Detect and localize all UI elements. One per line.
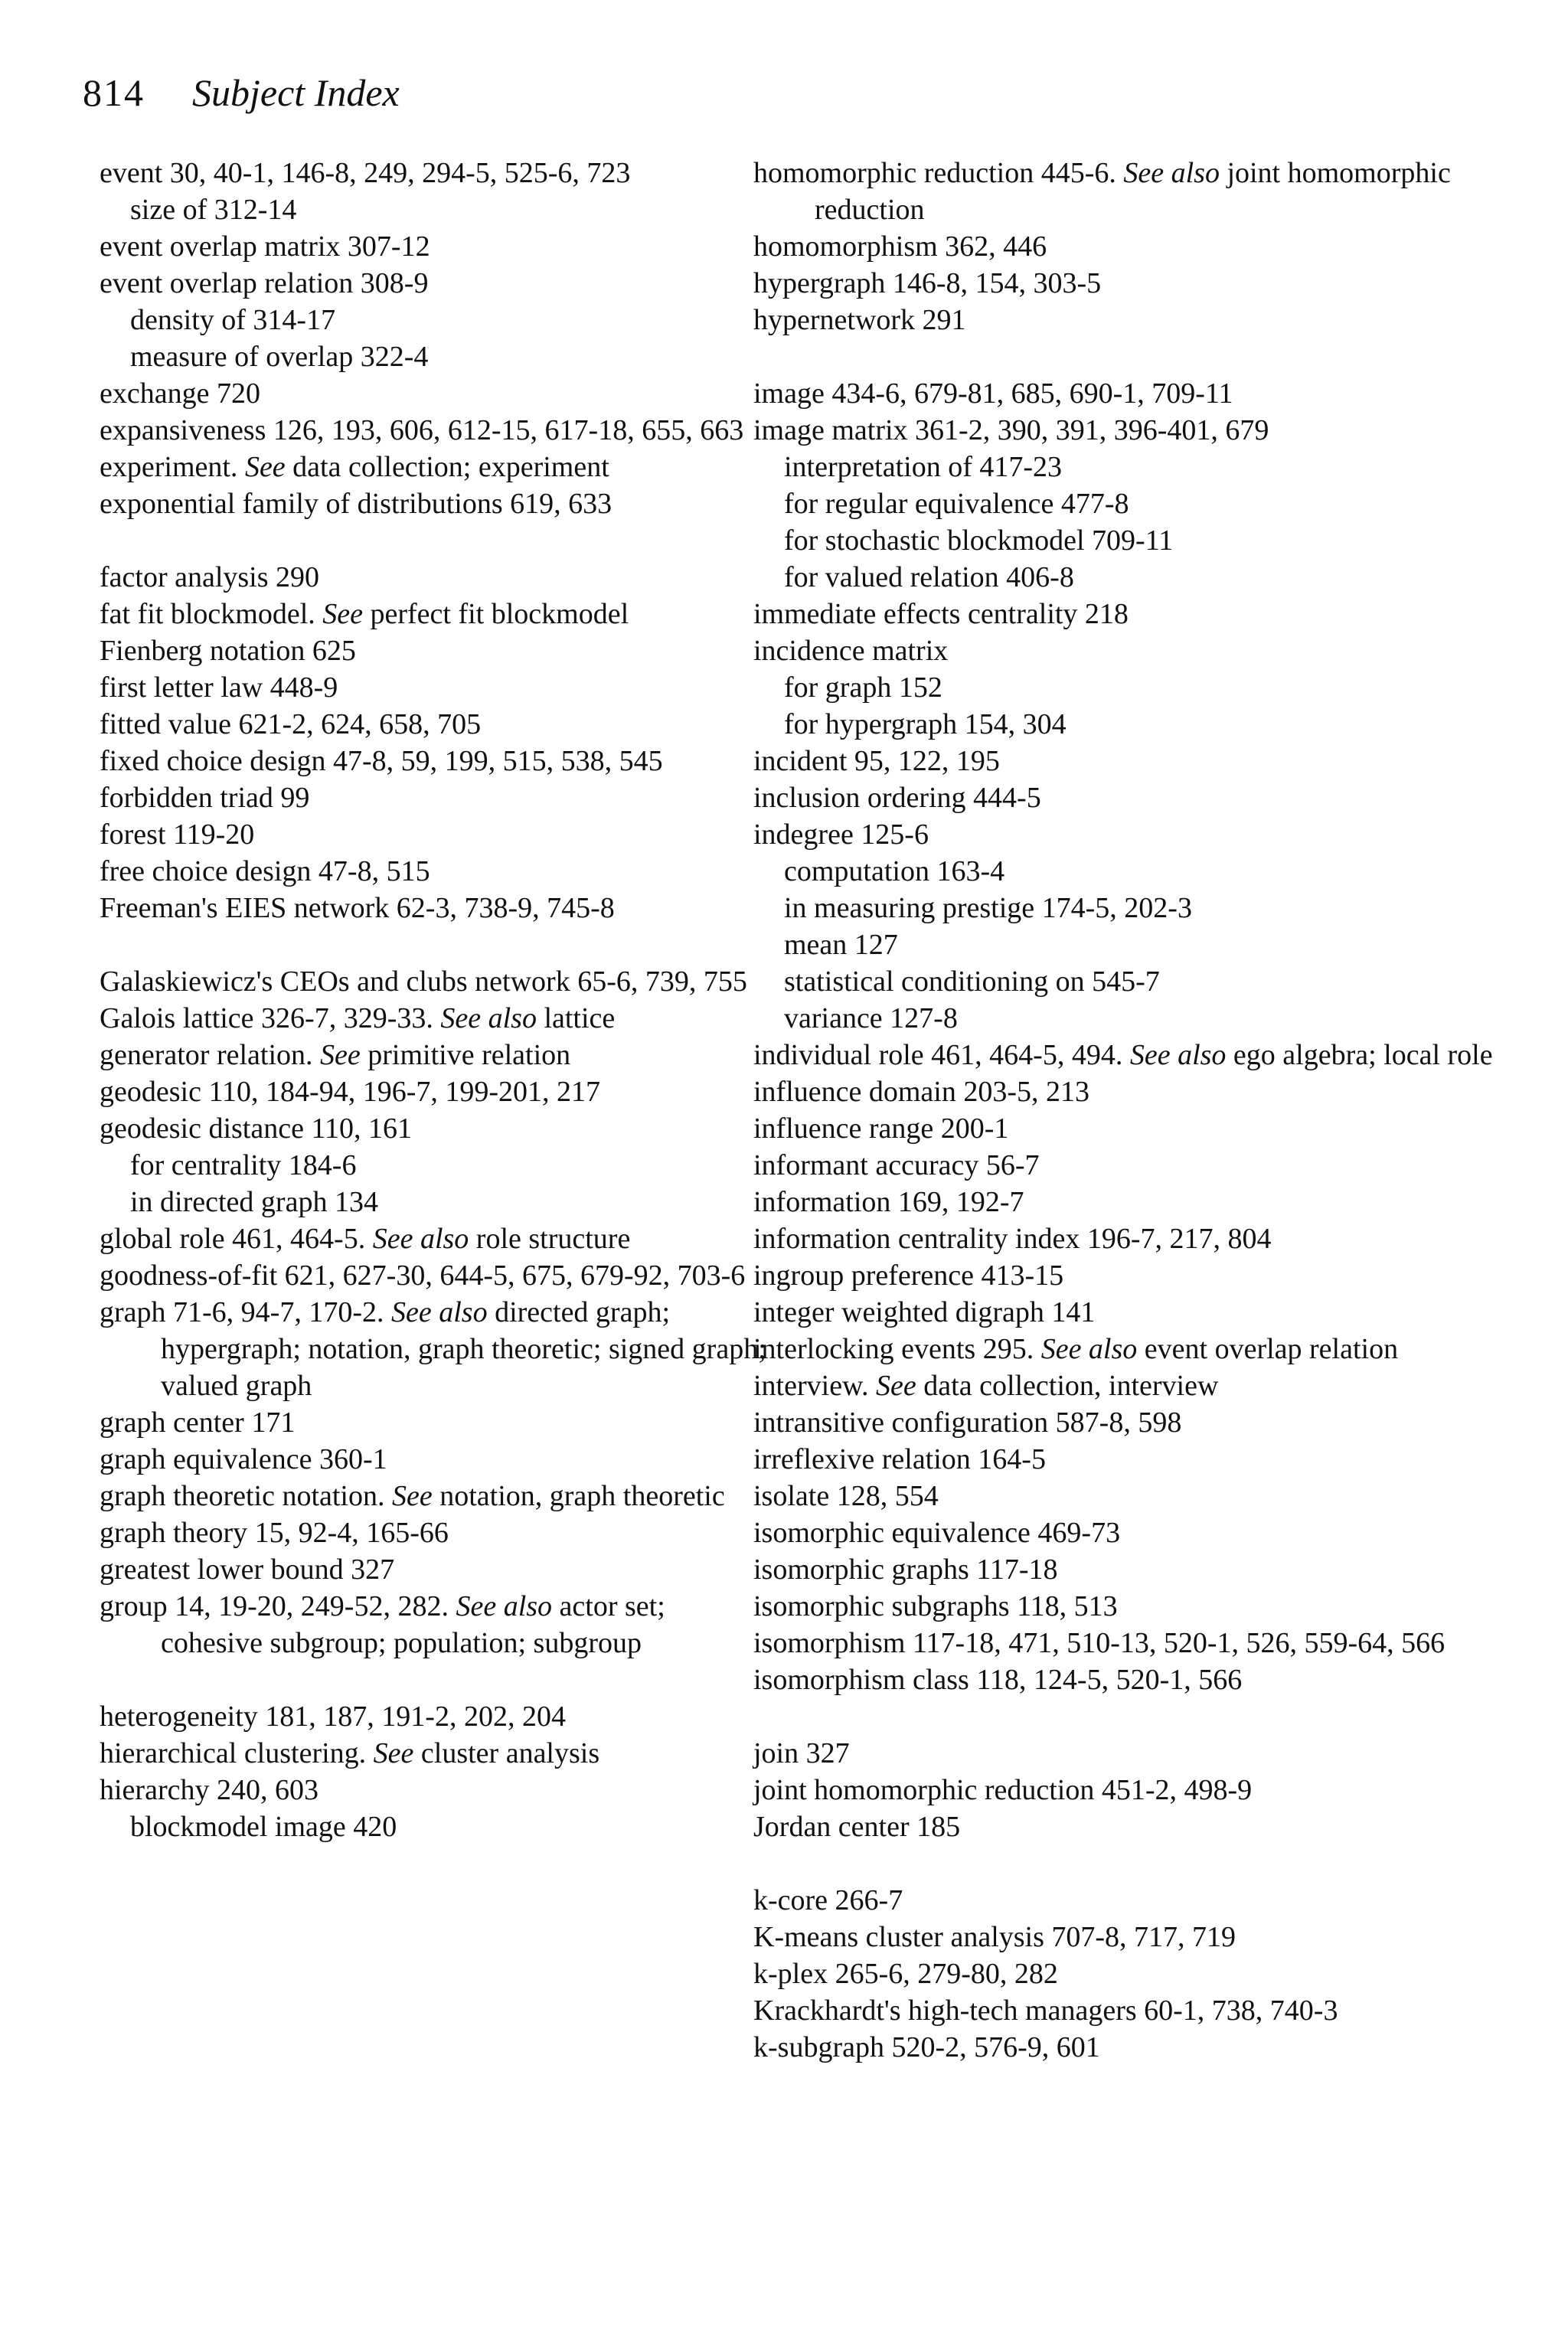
- entry-text: first letter law 448-9: [100, 671, 338, 704]
- index-entry: [100, 963, 773, 1000]
- index-entry: [100, 155, 773, 191]
- index-entry: [753, 632, 1519, 669]
- entry-text: k-core 266-7: [753, 1884, 903, 1916]
- index-entry: [753, 743, 1519, 779]
- entry-text: graph theory 15, 92-4, 165-66: [100, 1517, 449, 1549]
- index-entry: [100, 1037, 773, 1073]
- index-subentry: [753, 706, 1519, 743]
- entry-text: interview.: [753, 1370, 869, 1402]
- entry-text: irreflexive relation 164-5: [753, 1443, 1046, 1475]
- index-entry: [753, 1184, 1519, 1220]
- index-entry: [100, 265, 773, 302]
- entry-text: fixed choice design 47-8, 59, 199, 515, 538, 545: [100, 745, 663, 777]
- entry-text: for regular equivalence 477-8: [784, 488, 1129, 520]
- entry-text: mean 127: [784, 929, 898, 961]
- entry-text: Jordan center 185: [753, 1811, 961, 1843]
- index-entry: [753, 412, 1519, 449]
- index-subentry: [753, 522, 1519, 559]
- index-subentry: [100, 302, 773, 338]
- entry-text: hierarchical clustering.: [100, 1737, 367, 1769]
- index-entry: [100, 1551, 773, 1588]
- see-reference: See also: [456, 1590, 553, 1622]
- index-entry: [753, 779, 1519, 816]
- index-entry: [753, 1955, 1519, 1992]
- index-subentry: [753, 1000, 1519, 1037]
- entry-text: for valued relation 406-8: [784, 561, 1074, 593]
- entry-text: hypergraph 146-8, 154, 303-5: [753, 267, 1102, 299]
- entry-text: group 14, 19-20, 249-52, 282.: [100, 1590, 449, 1622]
- entry-text: graph equivalence 360-1: [100, 1443, 387, 1475]
- entry-text: event overlap matrix 307-12: [100, 230, 430, 263]
- see-reference: See also: [1123, 157, 1220, 189]
- index-entry: [100, 743, 773, 779]
- cross-reference-target: primitive relation: [368, 1039, 571, 1071]
- index-entry: [753, 1404, 1519, 1441]
- entry-text: integer weighted digraph 141: [753, 1296, 1096, 1328]
- see-reference: See also: [390, 1296, 488, 1328]
- index-entry: [100, 1772, 773, 1808]
- entry-text: information centrality index 196-7, 217, 804: [753, 1223, 1272, 1255]
- cross-reference-target: ego algebra; local role: [1233, 1039, 1493, 1071]
- index-entry: [100, 669, 773, 706]
- entry-text: Fienberg notation 625: [100, 635, 356, 667]
- entry-text: size of 312-14: [130, 194, 297, 226]
- see-reference: See: [320, 1039, 361, 1071]
- index-entry: [753, 1441, 1519, 1478]
- index-entry: [753, 1919, 1519, 1955]
- entry-text: density of 314-17: [130, 304, 336, 336]
- index-entry: [100, 596, 773, 632]
- index-entry: [753, 1220, 1519, 1257]
- index-entry: [100, 1294, 773, 1404]
- index-entry: [753, 375, 1519, 412]
- cross-reference-target: joint homomorphic reduction: [815, 157, 1451, 226]
- index-entry: [100, 1257, 773, 1294]
- entry-text: ingroup preference 413-15: [753, 1259, 1064, 1292]
- cross-reference-target: actor set; cohesive subgroup; population; subgroup: [161, 1590, 665, 1659]
- index-entry: [100, 1441, 773, 1478]
- entry-text: incidence matrix: [753, 635, 949, 667]
- entry-text: forest 119-20: [100, 818, 255, 851]
- entry-text: in measuring prestige 174-5, 202-3: [784, 892, 1192, 924]
- entry-text: isolate 128, 554: [753, 1480, 939, 1512]
- entry-text: computation 163-4: [784, 855, 1005, 887]
- index-entry: [100, 1588, 773, 1661]
- index-entry: [753, 228, 1519, 265]
- cross-reference-target: cluster analysis: [420, 1737, 600, 1769]
- index-entry: [753, 265, 1519, 302]
- see-reference: See: [373, 1737, 414, 1769]
- index-subentry: [100, 1808, 773, 1845]
- entry-text: incident 95, 122, 195: [753, 745, 1000, 777]
- entry-text: geodesic 110, 184-94, 196-7, 199-201, 217: [100, 1076, 600, 1108]
- index-subentry: [100, 191, 773, 228]
- see-reference: See: [244, 451, 286, 483]
- entry-text: homomorphic reduction 445-6.: [753, 157, 1116, 189]
- cross-reference-target: data collection; experiment: [292, 451, 609, 483]
- entry-text: free choice design 47-8, 515: [100, 855, 430, 887]
- entry-text: image matrix 361-2, 390, 391, 396-401, 679: [753, 414, 1269, 446]
- entry-text: generator relation.: [100, 1039, 313, 1071]
- entry-text: isomorphic subgraphs 118, 513: [753, 1590, 1118, 1622]
- index-subentry: [753, 559, 1519, 596]
- index-entry: [100, 1073, 773, 1110]
- entry-text: indegree 125-6: [753, 818, 929, 851]
- entry-text: event 30, 40-1, 146-8, 249, 294-5, 525-6, 723: [100, 157, 631, 189]
- index-entry: [753, 302, 1519, 338]
- entry-text: isomorphism class 118, 124-5, 520-1, 566: [753, 1664, 1243, 1696]
- index-entry: [753, 1588, 1519, 1625]
- entry-text: influence domain 203-5, 213: [753, 1076, 1090, 1108]
- entry-text: blockmodel image 420: [130, 1811, 397, 1843]
- index-entry: [100, 779, 773, 816]
- entry-text: hypernetwork 291: [753, 304, 966, 336]
- entry-text: Galois lattice 326-7, 329-33.: [100, 1002, 433, 1034]
- running-title: Subject Index: [192, 71, 400, 114]
- entry-text: individual role 461, 464-5, 494.: [753, 1039, 1123, 1071]
- entry-text: informant accuracy 56-7: [753, 1149, 1040, 1181]
- entry-text: factor analysis 290: [100, 561, 320, 593]
- index-entry: [753, 1735, 1519, 1772]
- entry-text: interpretation of 417-23: [784, 451, 1063, 483]
- index-entry: [753, 1110, 1519, 1147]
- see-reference: See also: [1040, 1333, 1138, 1365]
- index-subentry: [753, 449, 1519, 485]
- entry-text: hierarchy 240, 603: [100, 1774, 318, 1806]
- entry-text: for hypergraph 154, 304: [784, 708, 1067, 740]
- index-entry: [100, 1735, 773, 1772]
- index-entry: [753, 1331, 1519, 1367]
- see-reference: See: [322, 598, 363, 630]
- index-entry: [753, 1294, 1519, 1331]
- entry-text: isomorphic equivalence 469-73: [753, 1517, 1121, 1549]
- entry-text: graph theoretic notation.: [100, 1480, 385, 1512]
- entry-text: for stochastic blockmodel 709-11: [784, 524, 1174, 557]
- index-entry: [753, 1661, 1519, 1698]
- entry-text: Galaskiewicz's CEOs and clubs network 65-6, 739, 755: [100, 965, 747, 998]
- index-subentry: [100, 1184, 773, 1220]
- index-entry: [100, 485, 773, 522]
- see-reference: See also: [1129, 1039, 1227, 1071]
- cross-reference-target: event overlap relation: [1144, 1333, 1399, 1365]
- index-entry: [100, 1514, 773, 1551]
- index-entry: [100, 559, 773, 596]
- entry-text: geodesic distance 110, 161: [100, 1112, 413, 1145]
- entry-text: interlocking events 295.: [753, 1333, 1034, 1365]
- index-subentry: [753, 926, 1519, 963]
- see-reference: See also: [440, 1002, 537, 1034]
- entry-text: heterogeneity 181, 187, 191-2, 202, 204: [100, 1701, 566, 1733]
- entry-text: forbidden triad 99: [100, 782, 310, 814]
- entry-text: influence range 200-1: [753, 1112, 1009, 1145]
- entry-text: graph 71-6, 94-7, 170-2.: [100, 1296, 384, 1328]
- index-entry: [100, 632, 773, 669]
- entry-text: intransitive configuration 587-8, 598: [753, 1407, 1182, 1439]
- entry-text: k-plex 265-6, 279-80, 282: [753, 1958, 1058, 1990]
- entry-text: greatest lower bound 327: [100, 1554, 395, 1586]
- index-entry: [753, 1147, 1519, 1184]
- index-entry: [100, 1698, 773, 1735]
- index-entry: [100, 816, 773, 853]
- index-entry: [753, 1514, 1519, 1551]
- index-subentry: [100, 1147, 773, 1184]
- index-entry: [753, 1257, 1519, 1294]
- index-entry: [100, 1478, 773, 1514]
- index-entry: [100, 1220, 773, 1257]
- index-entry: [100, 1110, 773, 1147]
- entry-text: joint homomorphic reduction 451-2, 498-9: [753, 1774, 1253, 1806]
- index-entry: [753, 1367, 1519, 1404]
- index-entry: [753, 1808, 1519, 1845]
- entry-text: Krackhardt's high-tech managers 60-1, 738, 740-3: [753, 1995, 1338, 2027]
- entry-text: fat fit blockmodel.: [100, 598, 315, 630]
- page-header: [83, 70, 400, 132]
- entry-text: isomorphism 117-18, 471, 510-13, 520-1, 526, 559-64, 566: [753, 1627, 1446, 1659]
- entry-text: fitted value 621-2, 624, 658, 705: [100, 708, 482, 740]
- index-entry: [753, 596, 1519, 632]
- index-entry: [100, 375, 773, 412]
- index-entry: [753, 1772, 1519, 1808]
- index-column-left: [100, 155, 773, 1845]
- entry-text: Freeman's EIES network 62-3, 738-9, 745-8: [100, 892, 615, 924]
- index-entry: [100, 1404, 773, 1441]
- entry-text: exchange 720: [100, 377, 260, 410]
- cross-reference-target: perfect fit blockmodel: [370, 598, 629, 630]
- index-entry: [753, 1882, 1519, 1919]
- entry-text: event overlap relation 308-9: [100, 267, 429, 299]
- cross-reference-target: notation, graph theoretic: [439, 1480, 725, 1512]
- index-entry: [100, 228, 773, 265]
- entry-text: join 327: [753, 1737, 850, 1769]
- entry-text: k-subgraph 520-2, 576-9, 601: [753, 2031, 1100, 2063]
- index-entry: [753, 2029, 1519, 2066]
- cross-reference-target: data collection, interview: [923, 1370, 1219, 1402]
- cross-reference-target: lattice: [544, 1002, 616, 1034]
- index-entry: [100, 853, 773, 890]
- index-entry: [753, 1992, 1519, 2029]
- entry-text: information 169, 192-7: [753, 1186, 1024, 1218]
- entry-text: immediate effects centrality 218: [753, 598, 1129, 630]
- index-subentry: [753, 853, 1519, 890]
- entry-text: for centrality 184-6: [130, 1149, 357, 1181]
- entry-text: statistical conditioning on 545-7: [784, 965, 1160, 998]
- entry-text: exponential family of distributions 619, 633: [100, 488, 612, 520]
- index-subentry: [753, 890, 1519, 926]
- index-entry: [100, 1000, 773, 1037]
- index-entry: [753, 1073, 1519, 1110]
- index-entry: [753, 816, 1519, 853]
- page-number: 814: [83, 71, 145, 114]
- see-reference: See: [392, 1480, 433, 1512]
- index-subentry: [753, 485, 1519, 522]
- entry-text: for graph 152: [784, 671, 942, 704]
- index-entry: [100, 449, 773, 485]
- index-entry: [753, 1037, 1519, 1073]
- entry-text: global role 461, 464-5.: [100, 1223, 366, 1255]
- entry-text: expansiveness 126, 193, 606, 612-15, 617-18, 655, 663: [100, 414, 744, 446]
- entry-text: experiment.: [100, 451, 238, 483]
- entry-text: in directed graph 134: [130, 1186, 378, 1218]
- entry-text: measure of overlap 322-4: [130, 341, 429, 373]
- cross-reference-target: role structure: [475, 1223, 631, 1255]
- see-reference: See: [876, 1370, 916, 1402]
- entry-text: variance 127-8: [784, 1002, 958, 1034]
- entry-text: isomorphic graphs 117-18: [753, 1554, 1058, 1586]
- entry-text: image 434-6, 679-81, 685, 690-1, 709-11: [753, 377, 1233, 410]
- cross-reference-target: directed graph; hypergraph; notation, graph theoretic; signed graph; valued graph: [161, 1296, 766, 1402]
- index-subentry: [100, 338, 773, 375]
- index-entry: [753, 1478, 1519, 1514]
- entry-text: inclusion ordering 444-5: [753, 782, 1041, 814]
- index-entry: [753, 1625, 1519, 1661]
- entry-text: graph center 171: [100, 1407, 296, 1439]
- index-subentry: [753, 669, 1519, 706]
- index-entry: [753, 1551, 1519, 1588]
- entry-text: goodness-of-fit 621, 627-30, 644-5, 675, 679-92, 703-6: [100, 1259, 746, 1292]
- entry-text: homomorphism 362, 446: [753, 230, 1047, 263]
- index-entry: [753, 155, 1519, 228]
- index-entry: [100, 890, 773, 926]
- see-reference: See also: [372, 1223, 469, 1255]
- index-column-right: [753, 155, 1519, 2066]
- index-entry: [100, 412, 773, 449]
- entry-text: K-means cluster analysis 707-8, 717, 719: [753, 1921, 1236, 1953]
- index-subentry: [753, 963, 1519, 1000]
- index-entry: [100, 706, 773, 743]
